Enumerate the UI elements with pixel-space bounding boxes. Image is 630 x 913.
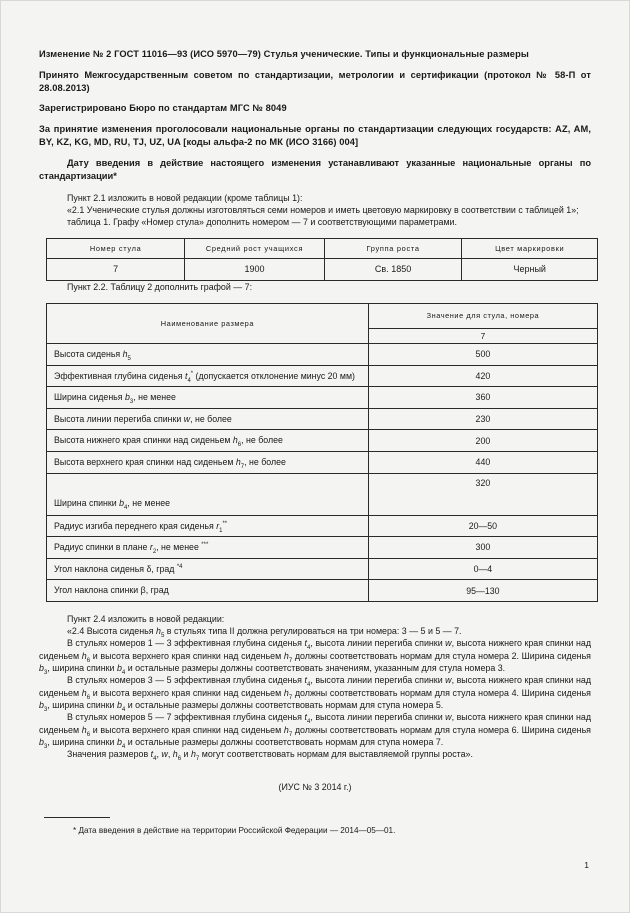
table-2-body [47,343,598,601]
heading-line-effective-date: Дату введения в действие настоящего изменения устанавливают указанные национальные органы по стандартизации* [39,157,591,181]
table-row [47,515,598,537]
table-2-name-cell: Радиус спинки в плане $r_2$, не менее *** [47,537,369,559]
table-row [47,537,598,559]
document-heading-block [39,48,591,183]
table-2-name-cell: Высота верхнего края спинки над сиденьем $h_7$, не более [47,451,369,473]
table-1-header-row [47,238,598,258]
table-2-name-cell: Высота нижнего края спинки над сиденьем $h_6$, не более [47,430,369,452]
clause-2-4-par-1: «2.4 Высота сиденья $h_5$ в стульях типа II должна регулироваться на три номера: 3 — 5 и 5 — 7. [67,626,462,639]
table-2-name-cell: Угол наклона спинки β, град [47,580,369,602]
table-2-value-cell: 500 [368,343,597,365]
clause-2-4-intro: Пункт 2.4 изложить в новой редакции: [67,613,225,624]
table-2-value-cell: 230 [368,408,597,430]
table-2-name-cell: Высота линии перегиба спинки w, не более [47,408,369,430]
table-2-value-cell: 360 [368,387,597,409]
table-1-cell: 7 [47,258,185,280]
table-2-name-cell: Радиус изгиба переднего края сиденья $r_1^{**}$ [47,515,369,537]
clause-2-1-line3: таблица 1. Графу «Номер стула» дополнить номером — 7 и соответствующими параметрами. [67,217,457,228]
footnote-separator [44,817,110,818]
table-2-name-cell: Высота сиденья $h_5$ [47,343,369,365]
clause-2-2-line: Пункт 2.2. Таблицу 2 дополнить графой — 7: [67,281,253,292]
table-row [47,343,598,365]
table-2-dimensions [46,303,598,602]
heading-line-adopted: Принято Межгосударственным советом по стандартизации, метрологии и сертификации (протокол № 58-П от 28.08.2013) [39,69,591,93]
clause-2-4-par-2: В стульях номеров 1 — 3 эффективная глубина сиденья $t_4$, высота линии перегиба спинки w, высота нижнего края спинки над сиденьем $h_6$ и высота верхнего края спинки над сиденьем $h_7$ должны соответствовать нормам для стула номера 2. Ширина сиденья $b_3$, ширина спинки $b_4$ и остальные размеры должны соответствовать значениям, указанным для стула номера 3. [39,638,592,676]
table-row [47,430,598,452]
table-1-header-cell: Средний рост учащихся [185,238,324,258]
table-row [47,451,598,473]
heading-line-title: Изменение № 2 ГОСТ 11016—93 (ИСО 5970—79) Стулья ученические. Типы и функциональные размеры [39,49,529,59]
table-2-name-cell: Ширина сиденья $b_3$, не менее [47,387,369,409]
table-1-cell: 1900 [185,258,324,280]
table-2-column-number: 7 [368,328,597,343]
table-2-value-cell: 0—4 [368,558,597,580]
table-1-cell: Черный [462,258,598,280]
table-1-chair-numbers [46,238,598,281]
clause-2-1-line1: Пункт 2.1 изложить в новой редакции (кроме таблицы 1): [67,192,303,203]
heading-line-voted: За принятие изменения проголосовали национальные органы по стандартизации следующих государств: AZ, AM, BY, KZ, KG, MD, RU, TJ, UZ, UA [коды альфа-2 по МК (ИСО 3166) 004] [39,123,591,147]
clause-2-1-line2: «2.1 Ученические стулья должны изготовляться семи номеров и иметь цветовую маркировку в соответствии с таблицей 1»; [67,205,579,216]
table-row [47,473,598,515]
table-row [47,387,598,409]
table-2-value-cell: 200 [368,430,597,452]
heading-line-registered: Зарегистрировано Бюро по стандартам МГС № 8049 [39,103,287,114]
table-row [47,408,598,430]
table-2-value-cell: 320 [368,473,597,515]
table-2-name-cell: Эффективная глубина сиденья $t_4^*$ (допускается отклонение минус 20 мм) [47,365,369,387]
table-2-value-cell: 440 [368,451,597,473]
clause-2-4-par-3: В стульях номеров 3 — 5 эффективная глубина сиденья $t_4$, высота линии перегиба спинки w, высота нижнего края спинки над сиденьем $h_6$ и высота верхнего края спинки над сиденьем $h_7$ должны соответствовать нормам для стула номера 4. Ширина сиденья $b_3$, ширина спинки $b_4$ и остальные размеры должны соответствовать нормам для ступа номера 5. [39,675,592,713]
table-2-name-cell: Угол наклона сиденья δ, град $^{*4}$ [47,558,369,580]
table-2-header-value: Значение для стула, номера [368,303,597,328]
clause-2-1-block [39,192,591,229]
table-2-header-row [47,303,598,328]
issue-reference: (ИУС № 3 2014 г.) [278,782,352,793]
table-row [47,580,598,602]
table-2-header-name: Наименование размера [47,303,369,343]
table-1-cell: Св. 1850 [324,258,462,280]
table-1-header-cell: Цвет маркировки [462,238,598,258]
table-row [47,258,598,280]
clause-2-4-block [39,613,591,761]
table-2-value-cell: 20—50 [368,515,597,537]
table-2-value-cell: 300 [368,537,597,559]
table-row [47,365,598,387]
clause-2-4-par-5: Значения размеров $t_4$, w, $h_6$ и $h_7$ могут соответствовать нормам для выставляемой группы роста». [67,749,473,762]
footnote-text: * Дата введения в действие на территории Российской Федерации — 2014—05—01. [73,826,396,836]
page-number: 1 [584,860,589,870]
clause-2-4-par-4: В стульях номеров 5 — 7 эффективная глубина сиденья $t_4$, высота линии перегиба спинки w, высота нижнего края спинки над сиденьем $h_6$ и высота верхнего края спинки над сиденьем $h_7$ должны соответствовать нормам для стула номера 6. Ширина сиденья $b_3$, ширина спинки $b_4$ и остальные размеры должны соответствовать нормам для ступа номера 7. [39,712,592,750]
table-2-name-cell: Ширина спинки $b_4$, не менее [47,473,369,515]
table-row [47,558,598,580]
table-1-header-cell: Номер стула [47,238,185,258]
table-1-header-cell: Группа роста [324,238,462,258]
table-2-value-cell: 95—130 [368,580,597,602]
table-2-value-cell: 420 [368,365,597,387]
